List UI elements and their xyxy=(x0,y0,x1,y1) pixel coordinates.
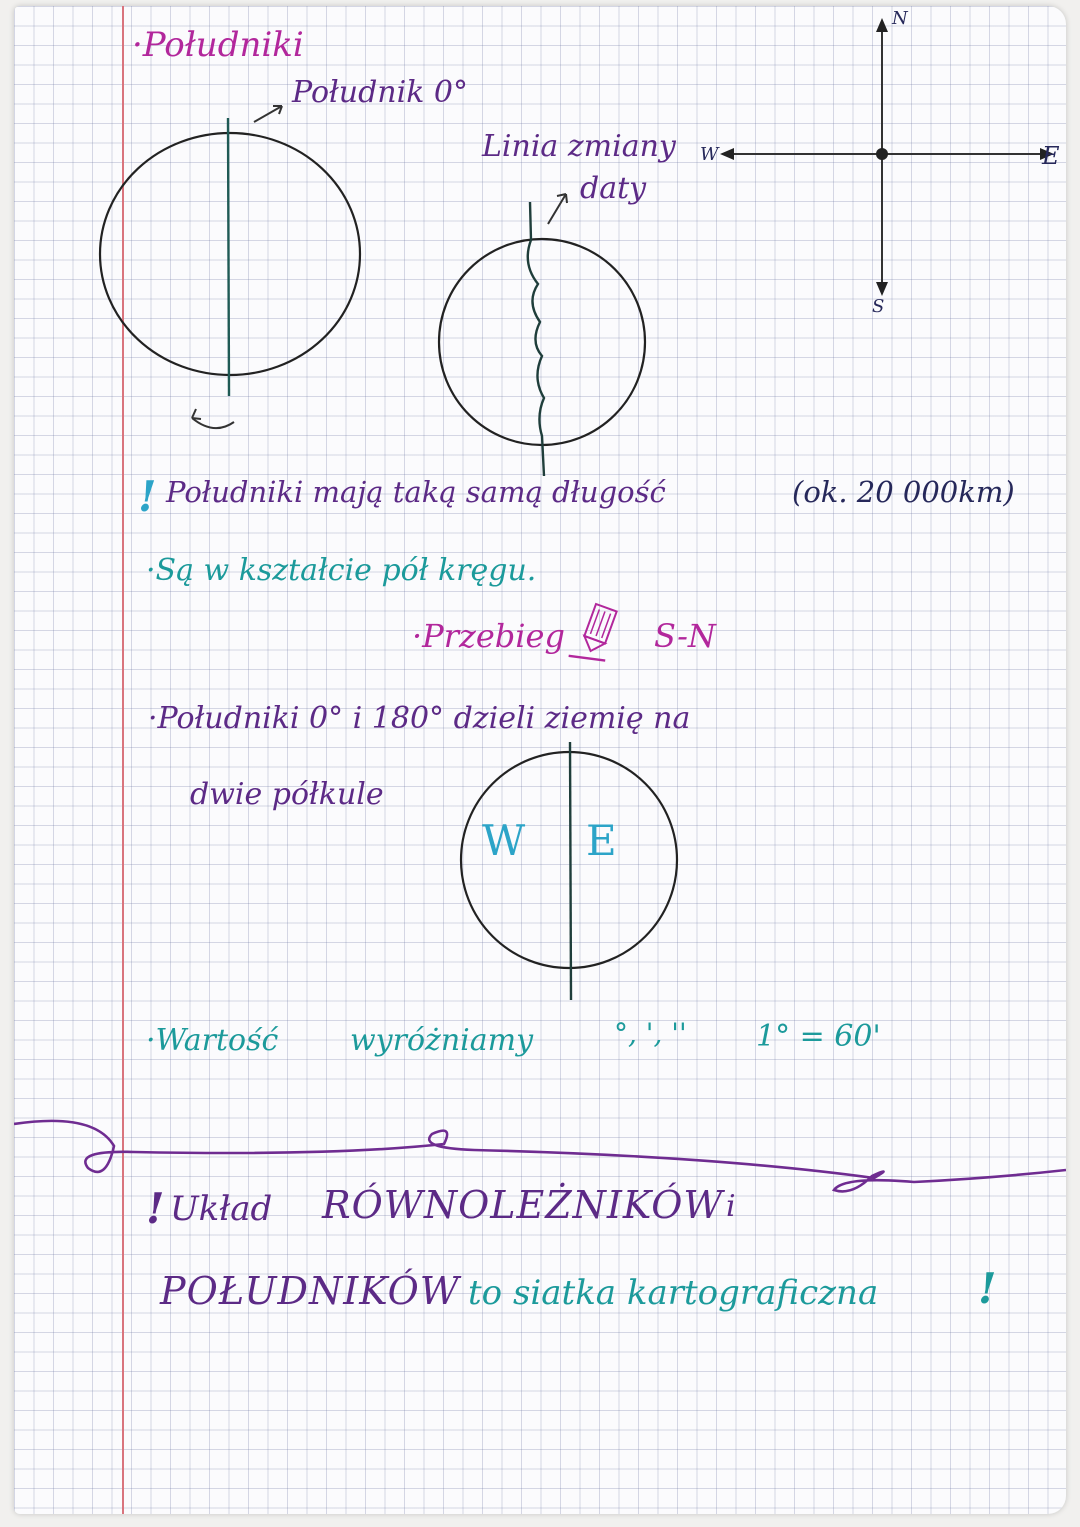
compass-n: N xyxy=(892,8,908,29)
date-line-label-2: daty xyxy=(580,171,647,206)
summary-part-1: Układ xyxy=(170,1189,273,1229)
note-line-4: ·Południki 0° i 180° dzieli ziemię na xyxy=(148,701,691,736)
note-line-6d: 1° = 60' xyxy=(756,1019,881,1054)
note-line-6b: wyróżniamy xyxy=(350,1023,534,1058)
note-line-1a: Południki mają taką samą długość xyxy=(166,475,666,509)
hemisphere-w-label: W xyxy=(482,816,526,865)
notebook-page xyxy=(14,6,1066,1514)
summary-part-2: RÓWNOLEŻNIKÓW xyxy=(322,1183,724,1227)
divider-top xyxy=(14,1121,1066,1192)
note-line-3a: ·Przebieg xyxy=(412,617,565,655)
summary-exclamation-icon: ! xyxy=(146,1184,165,1233)
note-line-3b: S-N xyxy=(654,617,716,655)
compass-e: E xyxy=(1042,142,1060,170)
date-line-label-1: Linia zmiany xyxy=(482,129,676,164)
pointer-arrow-icon xyxy=(254,106,282,122)
note-line-6c: °, ', '' xyxy=(614,1017,687,1050)
summary-part-3: i xyxy=(726,1189,736,1224)
compass-s: S xyxy=(872,296,885,317)
meridian-zero-label: Południk 0° xyxy=(292,75,469,110)
globe-meridian-zero xyxy=(100,133,360,375)
summary-part-4: POŁUDNIKÓW xyxy=(160,1269,460,1313)
meridian-zero-line xyxy=(228,118,229,396)
hemisphere-divider xyxy=(570,742,571,1000)
note-line-6a: ·Wartość xyxy=(146,1023,279,1058)
note-line-5: dwie półkule xyxy=(190,777,384,812)
date-line-wavy xyxy=(528,202,544,476)
globe-date-line xyxy=(439,239,645,445)
note-line-1b: (ok. 20 000km) xyxy=(792,475,1015,509)
date-pointer-arrow-icon xyxy=(548,194,567,224)
hemisphere-e-label: E xyxy=(586,816,617,865)
compass-w: W xyxy=(700,144,719,165)
page-heading: ·Południki xyxy=(132,25,304,65)
compass-rose-icon xyxy=(720,18,1054,296)
note-line-2: ·Są w kształcie pół kręgu. xyxy=(146,553,537,588)
exclamation-icon: ! xyxy=(138,472,157,521)
summary-part-5: to siatka kartograficzna xyxy=(468,1273,879,1313)
pencil-icon xyxy=(569,601,623,668)
summary-exclamation-end-icon: ! xyxy=(978,1264,997,1313)
